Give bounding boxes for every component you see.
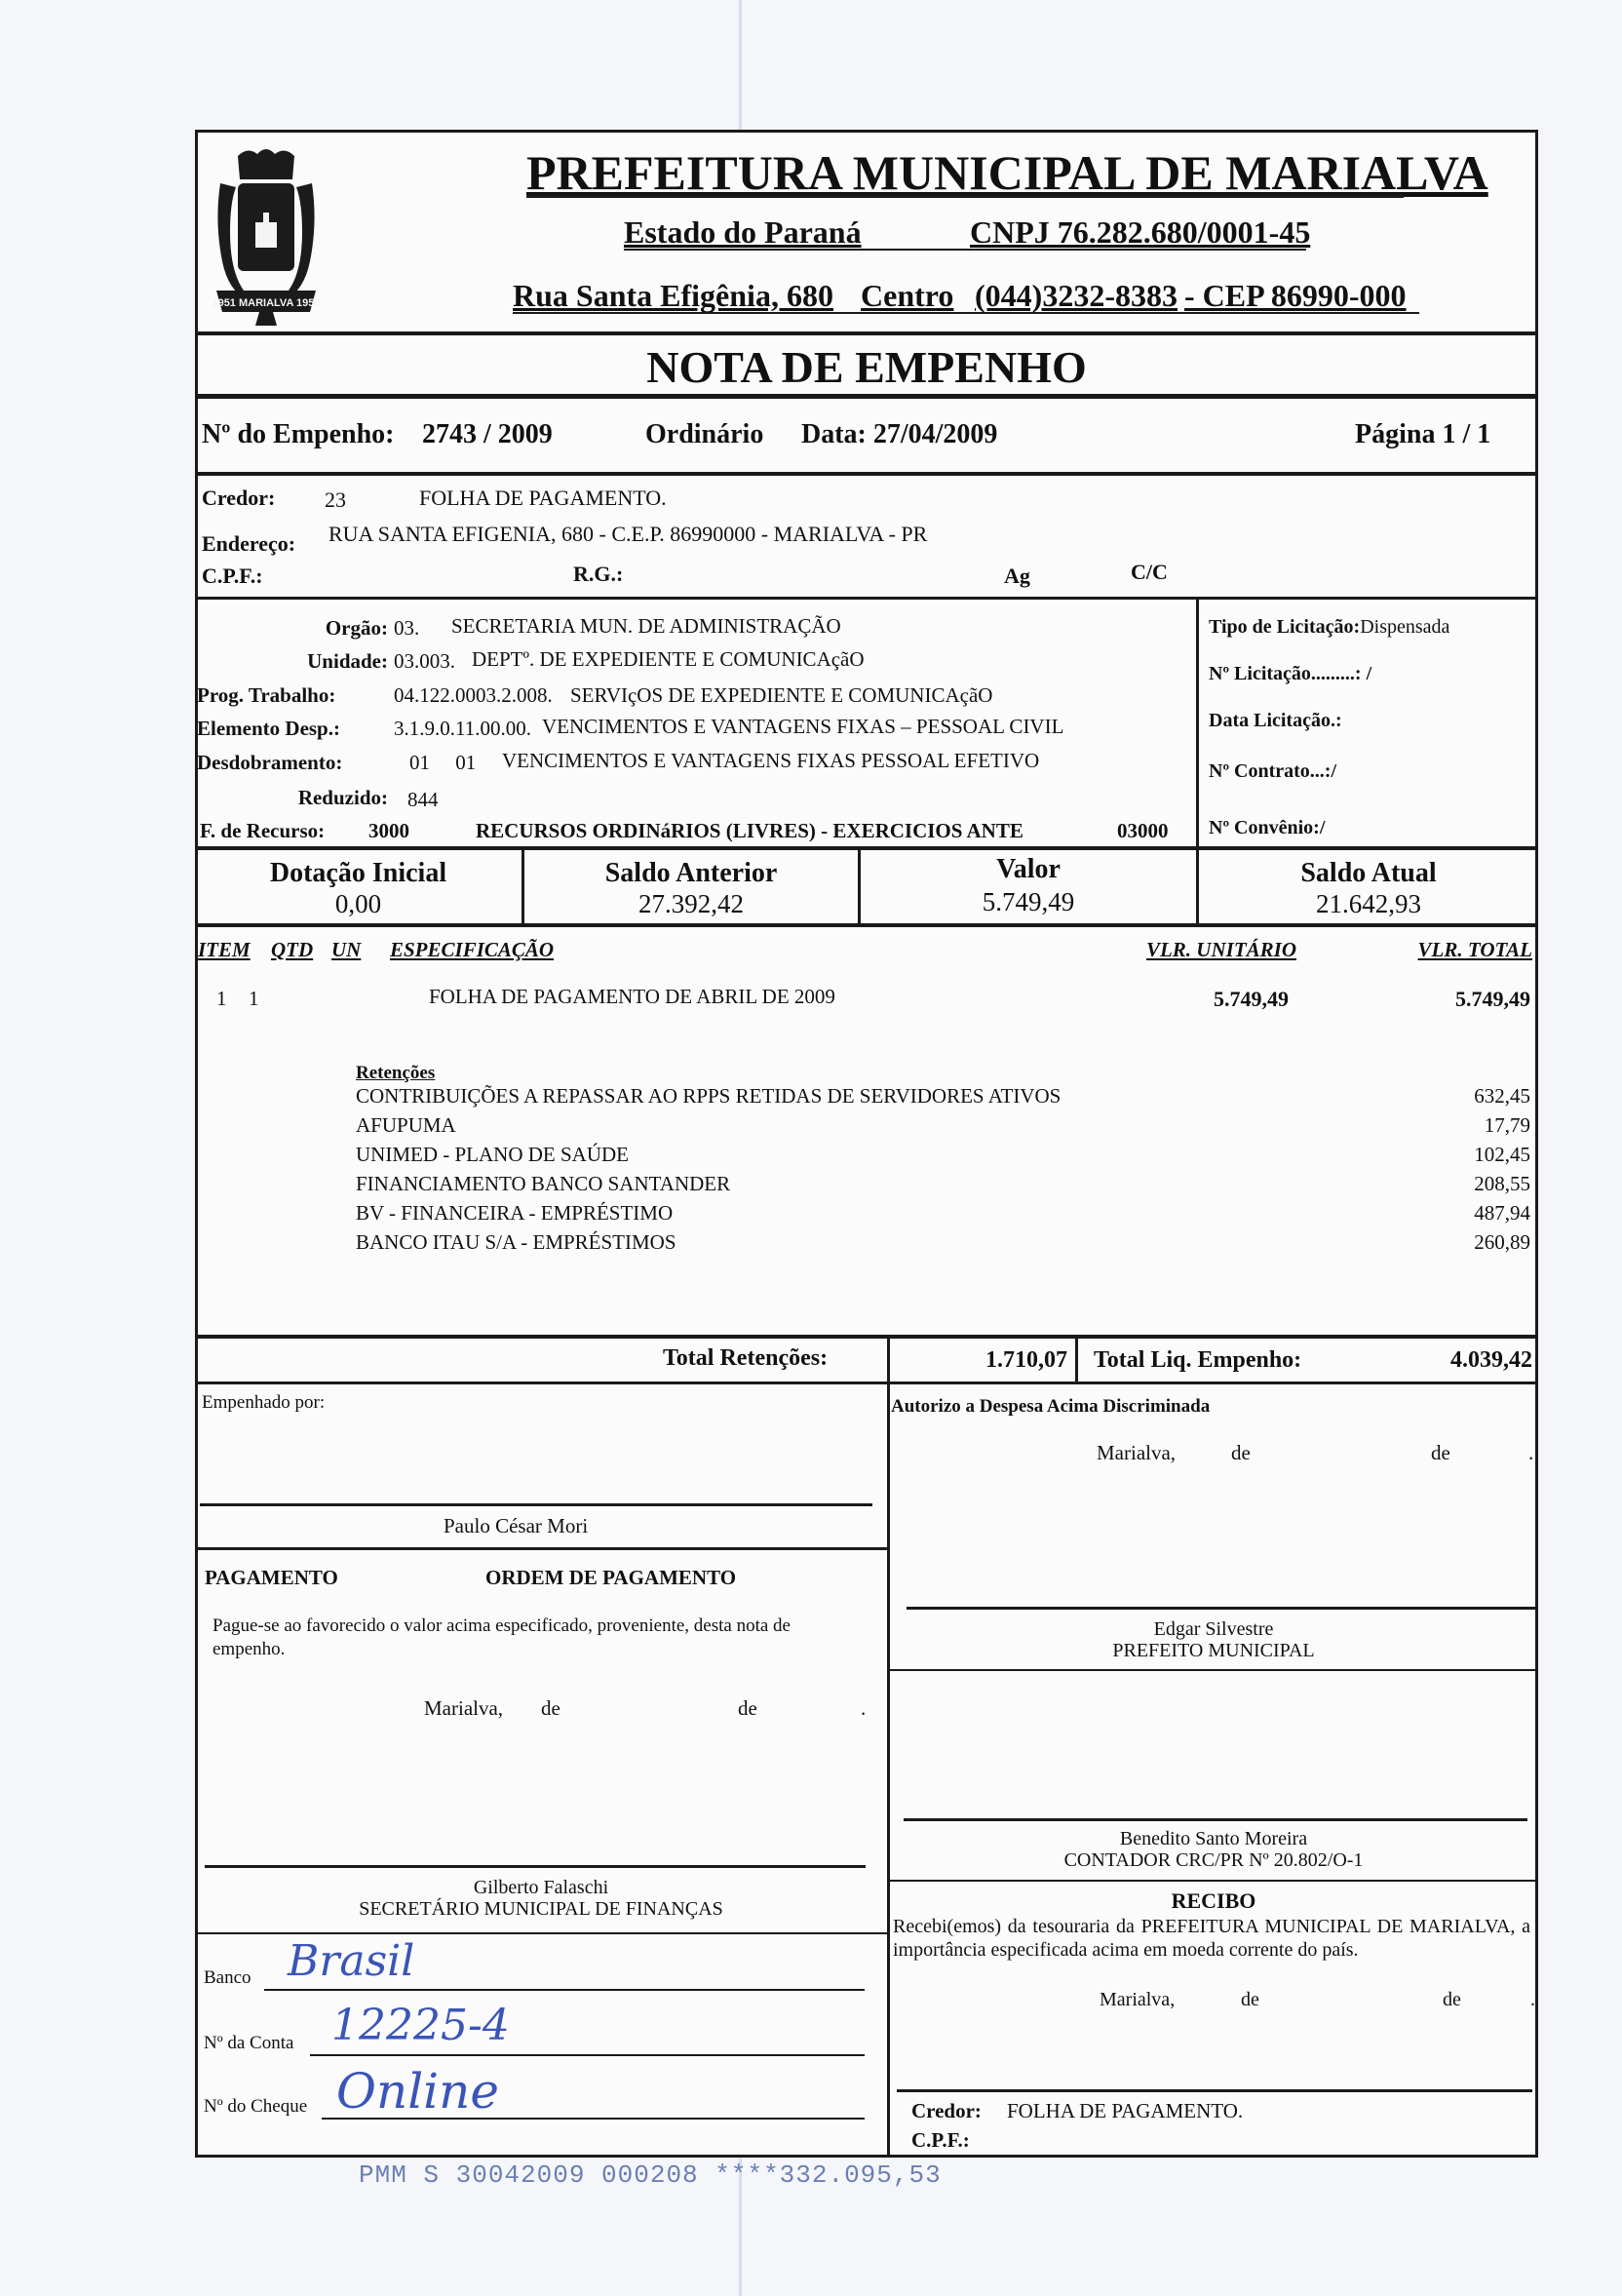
- empenho-type: Ordinário: [645, 419, 764, 449]
- ag-label: Ag: [1004, 564, 1030, 588]
- signature-line[interactable]: [897, 2089, 1532, 2092]
- pagamento-text: Pague-se ao favorecido o valor acima especificado, proveniente, desta nota de empenho.: [212, 1615, 791, 1659]
- pagamento-dot: .: [861, 1696, 867, 1720]
- retencao-value: 17,79: [1484, 1113, 1530, 1137]
- budget-label: Prog. Trabalho:: [197, 683, 336, 707]
- recibo-credor-label: Credor:: [911, 2099, 982, 2122]
- autorizo-city: Marialva,: [1097, 1441, 1177, 1464]
- signature-line[interactable]: [200, 1503, 872, 1506]
- retencao-desc: AFUPUMA: [356, 1113, 456, 1137]
- credor-label: Credor:: [202, 486, 276, 510]
- col-header-item: ITEM: [198, 938, 251, 961]
- balance-value: 21.642,93: [1316, 889, 1421, 918]
- col-header-un: UN: [331, 938, 362, 961]
- cc-label: C/C: [1131, 560, 1168, 584]
- signature-line[interactable]: [904, 1818, 1527, 1821]
- budget-desc: SECRETARIA MUN. DE ADMINISTRAÇÃO: [451, 614, 841, 638]
- divider: [1075, 1335, 1078, 1381]
- secretario-role: SECRETÁRIO MUNICIPAL DE FINANÇAS: [359, 1898, 723, 1920]
- item-unit-value: 5.749,49: [1214, 987, 1289, 1011]
- divider: [889, 1669, 1538, 1671]
- col-header-unit-value: VLR. UNITÁRIO: [1145, 938, 1296, 961]
- recibo-de: de: [1241, 1989, 1259, 2010]
- header-cep: - CEP 86990-000: [1184, 278, 1407, 313]
- budget-code: 03.: [394, 616, 420, 640]
- pagamento-de: de: [738, 1696, 757, 1720]
- balance-label: Saldo Atual: [1300, 858, 1437, 888]
- licitacao-tipo-label: Tipo de Licitação:: [1209, 616, 1361, 638]
- prefeito-name: Edgar Silvestre: [1153, 1618, 1274, 1640]
- item-qtd: 1: [249, 987, 259, 1010]
- retencao-desc: FINANCIAMENTO BANCO SANTANDER: [356, 1172, 731, 1195]
- licitacao-convenio: Nº Convênio:/: [1209, 817, 1326, 838]
- header-cnpj: CNPJ 76.282.680/0001-45: [970, 214, 1311, 250]
- divider: [195, 846, 1538, 850]
- divider: [513, 312, 1419, 314]
- credor-code: 23: [325, 487, 346, 512]
- endereco-label: Endereço:: [202, 531, 296, 556]
- licitacao-numero: Nº Licitação.........: /: [1209, 663, 1372, 684]
- total-retencoes-value: 1.710,07: [985, 1347, 1067, 1373]
- retencao-value: 208,55: [1474, 1172, 1530, 1195]
- budget-label: Unidade:: [307, 649, 388, 673]
- balance-label: Valor: [996, 854, 1061, 884]
- autorizo-dot: .: [1528, 1441, 1534, 1464]
- autorizo-text: Autorizo a Despesa Acima Discriminada: [891, 1396, 1211, 1417]
- divider: [195, 331, 1538, 335]
- retencoes-title: Retenções: [356, 1063, 436, 1083]
- col-header-spec: ESPECIFICAÇÃO: [390, 938, 555, 961]
- budget-code: 3000: [368, 819, 409, 842]
- endereco-value: RUA SANTA EFIGENIA, 680 - C.E.P. 86990000 - MARIALVA - PR: [328, 522, 928, 546]
- divider: [195, 597, 1538, 600]
- item-number: 1: [216, 987, 227, 1010]
- balance-label: Saldo Anterior: [604, 858, 778, 888]
- header-phone: (044)3232-8383: [975, 278, 1178, 313]
- autorizo-de: de: [1231, 1441, 1251, 1464]
- budget-desc: DEPTº. DE EXPEDIENTE E COMUNICAçãO: [472, 647, 865, 671]
- signature-line[interactable]: [907, 1607, 1535, 1610]
- empenho-date: Data: 27/04/2009: [801, 419, 998, 449]
- budget-code: 01 01: [409, 751, 477, 774]
- divider: [887, 1335, 890, 2156]
- document-title: NOTA DE EMPENHO: [646, 342, 1087, 392]
- budget-label: F. de Recurso:: [200, 819, 326, 842]
- balance-value: 5.749,49: [982, 887, 1075, 916]
- recibo-credor-value: FOLHA DE PAGAMENTO.: [1007, 2099, 1244, 2122]
- budget-desc: VENCIMENTOS E VANTAGENS FIXAS PESSOAL EFETIVO: [502, 749, 1040, 772]
- divider: [889, 1880, 1538, 1882]
- signature-line[interactable]: [205, 1865, 866, 1868]
- header-title: PREFEITURA MUNICIPAL DE MARIALVA: [526, 145, 1488, 200]
- ordem-pagamento-title: ORDEM DE PAGAMENTO: [485, 1566, 737, 1589]
- budget-label: Reduzido:: [297, 786, 388, 809]
- pagamento-label: PAGAMENTO: [205, 1566, 338, 1589]
- cheque-label: Nº do Cheque: [204, 2096, 308, 2117]
- svg-text:1951 MARIALVA 1955: 1951 MARIALVA 1955: [212, 297, 321, 309]
- empenho-number: 2743 / 2009: [422, 419, 553, 449]
- licitacao-data: Data Licitação.:: [1209, 710, 1342, 731]
- licitacao-contrato: Nº Contrato...:/: [1209, 760, 1337, 782]
- total-liquido-value: 4.039,42: [1450, 1347, 1532, 1373]
- recibo-de: de: [1443, 1989, 1461, 2010]
- item-total-value: 5.749,49: [1455, 987, 1530, 1011]
- licitacao-tipo: [1209, 616, 1449, 639]
- cpf-label: C.P.F.:: [202, 564, 263, 588]
- retencao-value: 632,45: [1474, 1084, 1530, 1108]
- total-liquido-label: Total Liq. Empenho:: [1094, 1347, 1302, 1373]
- page-indicator: Página 1 / 1: [1355, 419, 1491, 449]
- budget-code: 04.122.0003.2.008.: [394, 683, 553, 707]
- header-address: Rua Santa Efigênia, 680: [513, 278, 833, 313]
- licitacao-tipo-value: Dispensada: [1360, 616, 1450, 638]
- divider: [195, 1932, 889, 1934]
- balance-value: 27.392,42: [638, 889, 744, 918]
- budget-desc: VENCIMENTOS E VANTAGENS FIXAS – PESSOAL CIVIL: [542, 715, 1064, 738]
- mechanical-stamp: PMM S 30042009 000208 ****332.095,53: [359, 2160, 942, 2190]
- banco-label: Banco: [204, 1967, 251, 1988]
- retencao-desc: BV - FINANCEIRA - EMPRÉSTIMO: [356, 1201, 674, 1225]
- prefeito-role: PREFEITO MUNICIPAL: [1112, 1640, 1315, 1661]
- budget-label: Orgão:: [325, 616, 388, 640]
- divider: [195, 1381, 1538, 1384]
- conta-value[interactable]: 12225-4: [331, 2001, 510, 2050]
- budget-code: 3.1.9.0.11.00.00.: [394, 717, 531, 740]
- empenhado-name: Paulo César Mori: [444, 1514, 589, 1537]
- balance-value: 0,00: [334, 889, 382, 918]
- recibo-cpf-label: C.P.F.:: [911, 2128, 970, 2152]
- recibo-title: RECIBO: [1171, 1888, 1256, 1913]
- budget-label: Elemento Desp.:: [197, 717, 340, 740]
- contador-role: CONTADOR CRC/PR Nº 20.802/O-1: [1063, 1849, 1364, 1871]
- empenhado-label: Empenhado por:: [202, 1392, 326, 1413]
- banco-value[interactable]: Brasil: [288, 1936, 415, 1986]
- col-header-total-value: VLR. TOTAL: [1417, 938, 1532, 961]
- recibo-dot: .: [1530, 1989, 1535, 2010]
- divider: [526, 194, 1404, 198]
- budget-code: 03.003.: [394, 649, 455, 673]
- budget-desc: SERVIçOS DE EXPEDIENTE E COMUNICAçãO: [570, 683, 993, 707]
- divider: [195, 394, 1538, 399]
- balance-label: Dotação Inicial: [269, 858, 447, 888]
- pagamento-de: de: [541, 1696, 560, 1720]
- cheque-value[interactable]: Online: [336, 2063, 499, 2120]
- coat-of-arms-icon: [209, 144, 324, 330]
- budget-desc: RECURSOS ORDINáRIOS (LIVRES) - EXERCICIOS ANTE: [476, 819, 1023, 842]
- secretario-name: Gilberto Falaschi: [473, 1877, 609, 1898]
- divider: [195, 923, 1538, 927]
- banco-line[interactable]: [264, 1989, 865, 1991]
- conta-line[interactable]: [310, 2054, 865, 2056]
- budget-extra: 03000: [1117, 819, 1169, 842]
- autorizo-de: de: [1431, 1441, 1450, 1464]
- divider: [195, 1335, 1538, 1339]
- recibo-text: Recebi(emos) da tesouraria da PREFEITURA MUNICIPAL DE MARIALVA, a importância especificada acima em moeda corrente do país.: [893, 1916, 1530, 1961]
- divider: [624, 249, 1306, 251]
- retencao-desc: UNIMED - PLANO DE SAÚDE: [356, 1143, 629, 1166]
- retencao-value: 102,45: [1474, 1143, 1530, 1166]
- retencao-value: 260,89: [1474, 1230, 1530, 1254]
- divider: [195, 1547, 889, 1550]
- total-retencoes-label: Total Retenções:: [663, 1345, 829, 1371]
- contador-name: Benedito Santo Moreira: [1119, 1828, 1308, 1849]
- rg-label: R.G.:: [573, 562, 624, 586]
- header-state: Estado do Paraná: [624, 214, 862, 250]
- col-header-qtd: QTD: [271, 938, 314, 961]
- credor-name: FOLHA DE PAGAMENTO.: [419, 486, 667, 510]
- divider: [1196, 597, 1199, 847]
- item-spec: FOLHA DE PAGAMENTO DE ABRIL DE 2009: [429, 985, 835, 1008]
- retencao-desc: CONTRIBUIÇÕES A REPASSAR AO RPPS RETIDAS DE SERVIDORES ATIVOS: [356, 1084, 1062, 1108]
- retencao-value: 487,94: [1474, 1201, 1530, 1225]
- budget-code: 844: [407, 788, 439, 811]
- pagamento-city: Marialva,: [424, 1696, 504, 1720]
- header-district: Centro: [861, 278, 954, 313]
- empenho-label: Nº do Empenho:: [202, 419, 395, 449]
- divider: [195, 472, 1538, 476]
- budget-label: Desdobramento:: [197, 751, 343, 774]
- recibo-city: Marialva,: [1100, 1989, 1176, 2010]
- retencao-desc: BANCO ITAU S/A - EMPRÉSTIMOS: [356, 1230, 676, 1254]
- conta-label: Nº da Conta: [204, 2033, 294, 2053]
